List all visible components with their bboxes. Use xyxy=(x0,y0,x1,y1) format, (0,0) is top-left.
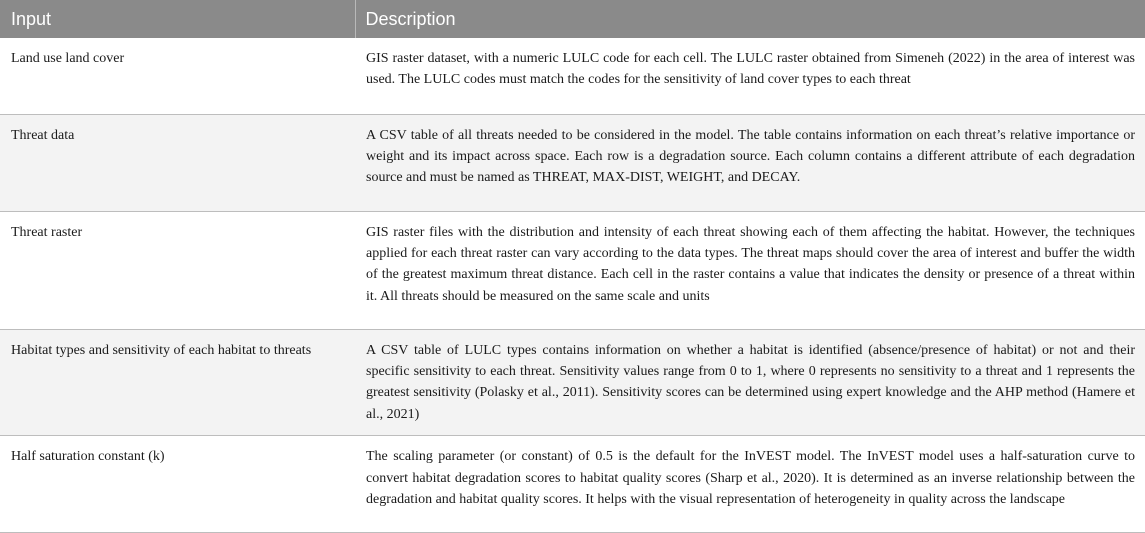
header-description: Description xyxy=(365,8,456,29)
row-input: Threat data xyxy=(11,127,75,143)
row-description: A CSV table of all threats needed to be considered in the model. The table contains information on each threat’s relative importance or weight and its impact across space. Each row is a degradation source. Each column contains a different attribute of each degradation source and must be named as THREAT, MAX-DIST, WEIGHT, and DECAY. xyxy=(366,127,1135,186)
table-row xyxy=(0,211,1145,329)
table-row xyxy=(0,38,1145,114)
table-row xyxy=(0,436,1145,533)
row-description: GIS raster files with the distribution and intensity of each threat showing each of them affecting the habitat. However, the techniques applied for each threat raster can vary according to the data types. The threat maps should cover the area of interest and buffer the width of the greatest maximum threat distance. Each cell in the raster contains a value that indicates the density or presence of a threat within it. All threats should be measured on the same scale and units xyxy=(366,224,1135,304)
row-description: GIS raster dataset, with a numeric LULC code for each cell. The LULC raster obtained from Simeneh (2022) in the area of interest was used. The LULC codes must match the codes for the sensitivity of land cover types to each threat xyxy=(366,51,1135,88)
row-input: Land use land cover xyxy=(11,51,125,66)
row-input: Habitat types and sensitivity of each habitat to threats xyxy=(11,342,312,358)
row-description: The scaling parameter (or constant) of 0.5 is the default for the InVEST model. The InVEST model uses a half-saturation curve to convert habitat degradation scores to habitat quality scores (Sharp et al., 2020). It is determined as an inverse relationship between the degradation and habitat quality scores. It helps with the visual representation of heterogeneity in quality across the landscape xyxy=(366,449,1135,507)
header-row xyxy=(0,0,1145,38)
table-body xyxy=(0,38,1145,533)
row-input: Half saturation constant (k) xyxy=(11,449,165,465)
table-row xyxy=(0,114,1145,211)
header-input: Input xyxy=(0,0,355,38)
table-row xyxy=(0,329,1145,436)
row-description: A CSV table of LULC types contains information on whether a habitat is identified (absence/presence of habitat) or not and their specific sensitivity to each threat. Sensitivity values range from 0 to 1, where 0 represents no sensitivity to a threat and 1 represents the greatest sensitivity (Polasky et al., 2011). Sensitivity scores can be determined using expert knowledge and the AHP method (Hamere et al., 2021) xyxy=(366,342,1135,422)
row-input: Threat raster xyxy=(11,224,83,240)
table-header xyxy=(0,0,1145,38)
